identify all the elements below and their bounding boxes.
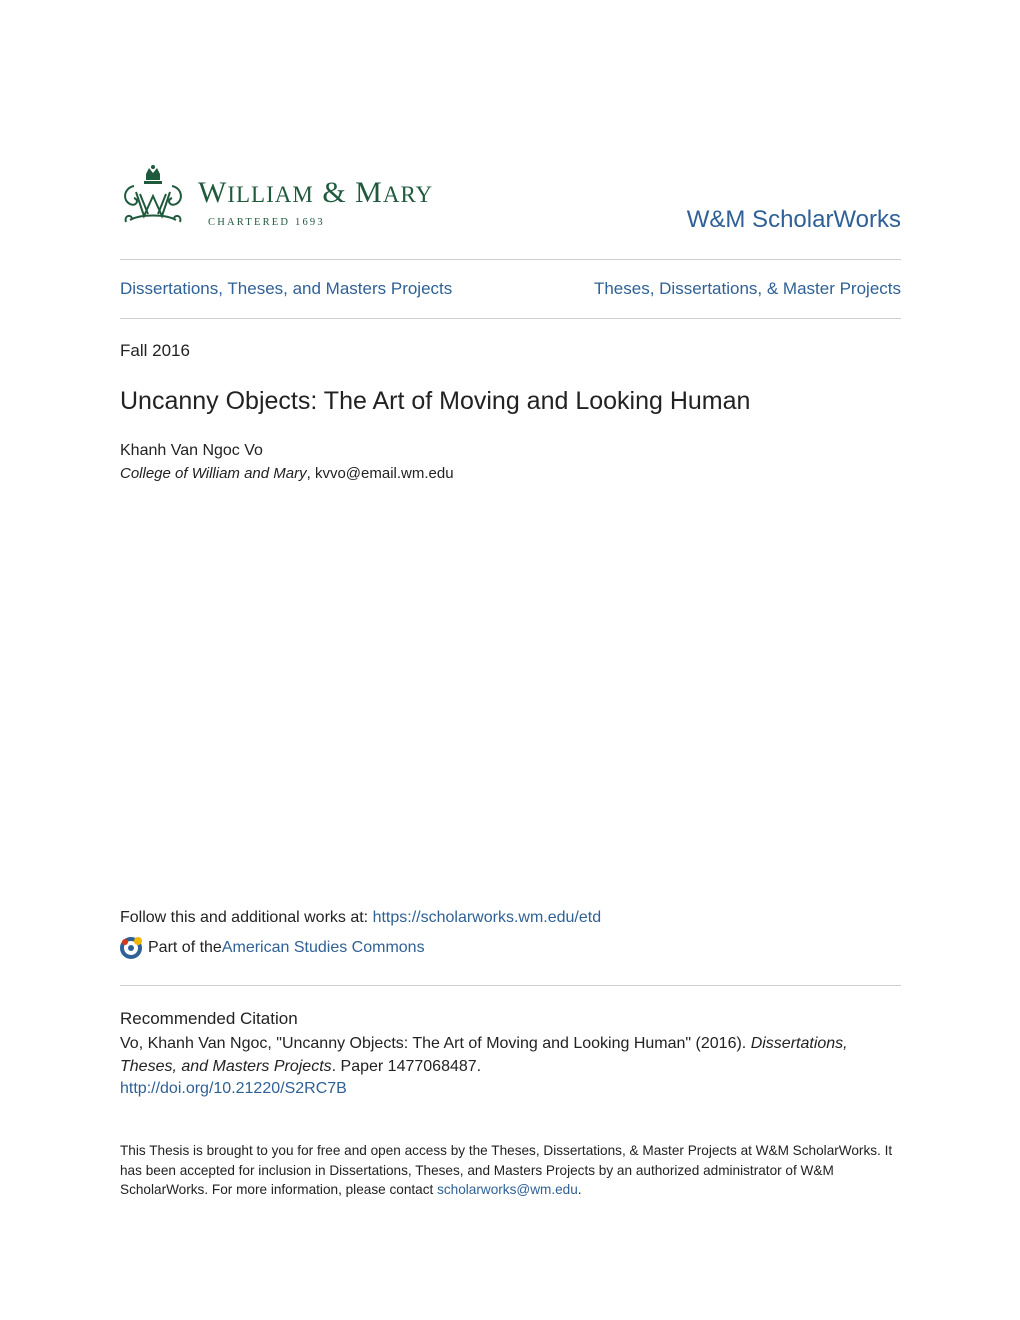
citation-series: Dissertations, Theses, and Masters Projects — [120, 1035, 848, 1075]
contact-email-link[interactable]: scholarworks@wm.edu — [437, 1182, 578, 1197]
citation-end: . Paper 1477068487. — [331, 1057, 482, 1075]
author-name: Khanh Van Ngoc Vo — [120, 442, 263, 459]
part-of-prefix: Part of the — [148, 939, 222, 956]
notice-end: . — [577, 1182, 582, 1197]
breadcrumb-parent-collection-link[interactable]: Theses, Dissertations, & Master Projects — [593, 279, 901, 298]
citation-text — [120, 1033, 901, 1101]
notice-text: This Thesis is brought to you for free and open access by the Theses, Dissertations, & Master Projects at W&M ScholarWorks. It has been accepted for inclusion in Dissertations, Theses, and Masters Projects by an authorized administrator of W&M ScholarWorks. For more information, please contact — [120, 1143, 893, 1197]
network-logo-icon — [120, 936, 144, 960]
publication-date: Fall 2016 — [120, 341, 190, 360]
follow-label: Follow this and additional works at: — [120, 909, 373, 926]
discipline-commons-link[interactable]: American Studies Commons — [221, 939, 425, 956]
svg-text:CHARTERED 1693: CHARTERED 1693 — [208, 217, 325, 228]
breadcrumb-collection-link[interactable]: Dissertations, Theses, and Masters Projects — [120, 279, 453, 298]
author-email: kvvo@email.wm.edu — [314, 465, 454, 482]
divider — [120, 318, 901, 319]
author-affiliation: College of William and Mary, kvvo@email.wm.edu — [120, 465, 454, 482]
logo-graphic — [120, 164, 480, 230]
part-of-line — [120, 936, 425, 960]
citation-start: Vo, Khanh Van Ngoc, "Uncanny Objects: The Art of Moving and Looking Human" (2016). — [120, 1035, 751, 1052]
doi-link[interactable]: http://doi.org/10.21220/S2RC7B — [120, 1080, 347, 1097]
divider — [120, 259, 901, 260]
svg-text:WILLIAM & MARY: WILLIAM & MARY — [198, 176, 434, 209]
citation-heading: Recommended Citation — [120, 1009, 298, 1028]
access-notice — [120, 1141, 901, 1200]
site-title-link[interactable]: W&M ScholarWorks — [686, 206, 901, 233]
affiliation-name: College of William and Mary — [120, 465, 307, 482]
document-title: Uncanny Objects: The Art of Moving and Looking Human — [120, 387, 751, 415]
divider — [120, 985, 901, 986]
follow-line — [120, 909, 601, 927]
repository-link[interactable]: https://scholarworks.wm.edu/etd — [372, 909, 602, 926]
william-and-mary-logo[interactable] — [120, 164, 480, 230]
